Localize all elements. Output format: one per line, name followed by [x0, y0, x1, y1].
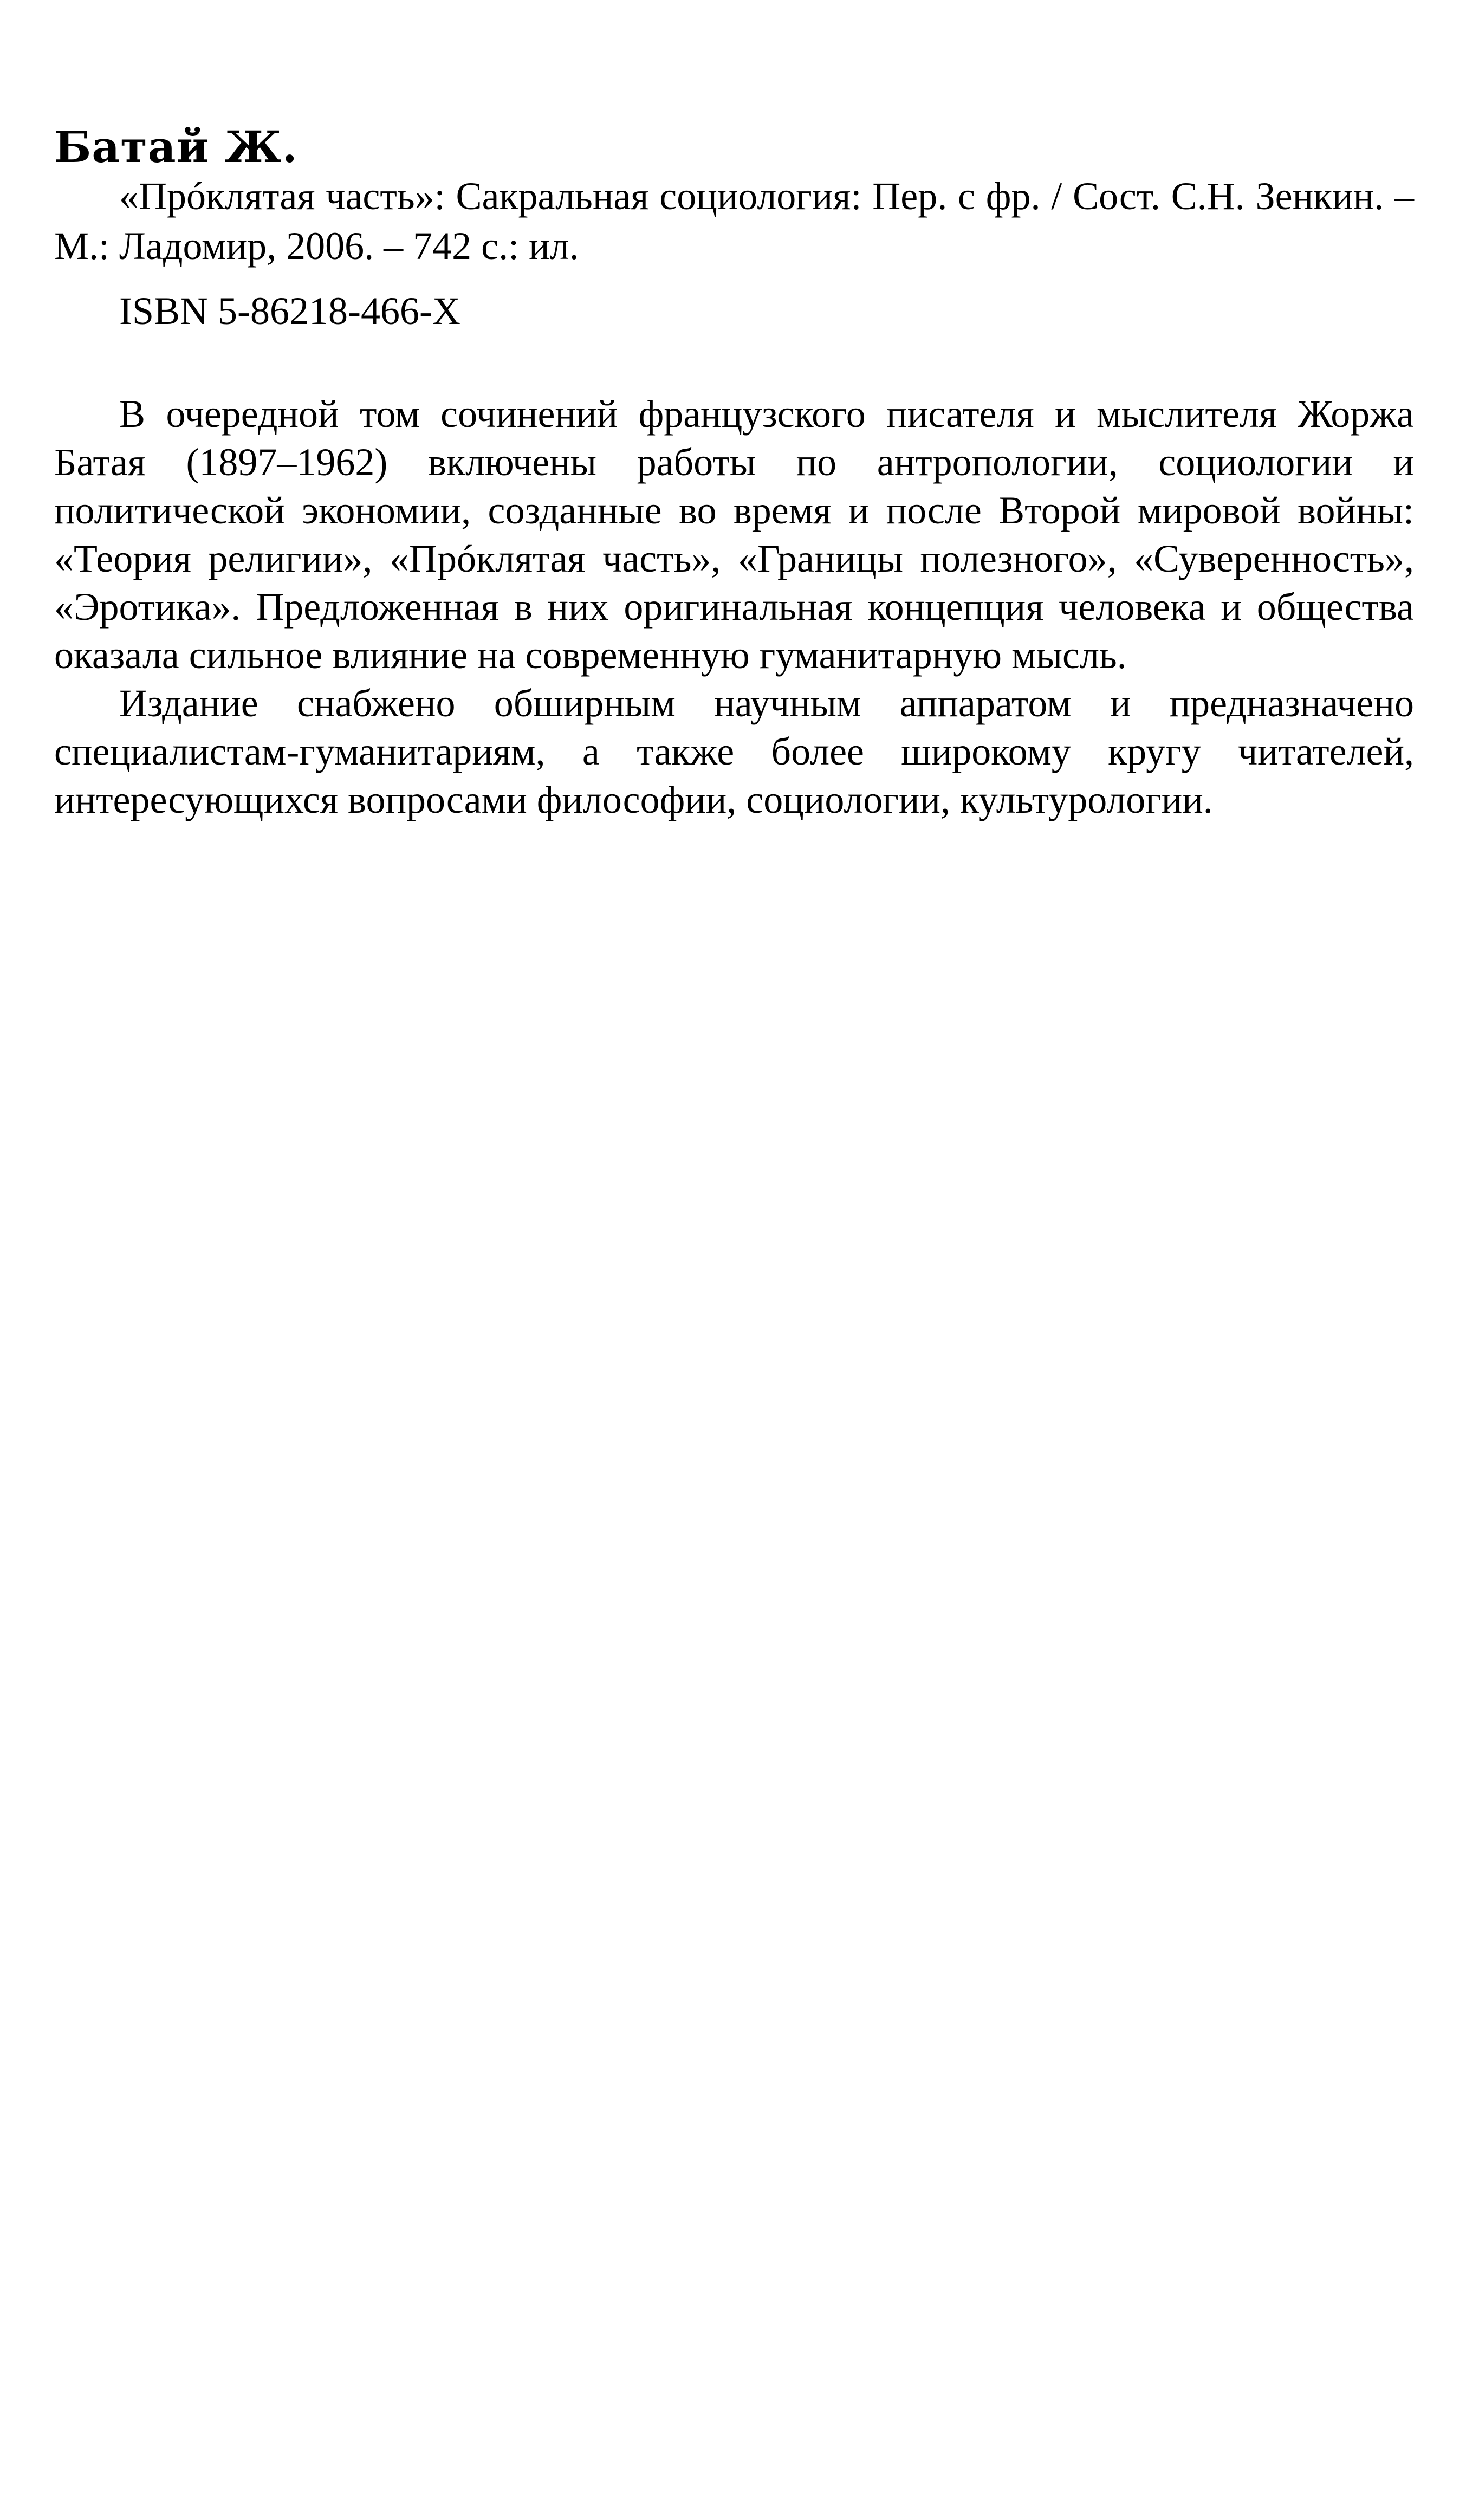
abstract	[54, 390, 1414, 824]
abstract-paragraph-audience: Издание снабжено обширным научным аппаратом и предназначено специалистам-гуманитариям, а также более широкому кругу читателей, интересующихся вопросами философии, социологии, культурологии.	[54, 682, 1414, 821]
bibliographic-citation: «Прóклятая часть»: Сакральная социология: Пер. с фр. / Сост. С.Н. Зенкин. – М.: Ладомир, 2006. – 742 с.: ил.	[54, 174, 1414, 268]
author-heading: Батай Ж.	[54, 121, 298, 172]
isbn-line: ISBN 5-86218-466-X	[119, 289, 460, 333]
abstract-paragraph-contents: В очередной том сочинений французского писателя и мыслителя Жоржа Батая (1897–1962) включены работы по антропологии, социологии и политической экономии, созданные во время и после Второй мировой войны: «Теория религии», «Прóклятая часть», «Границы полезного», «Суверенность», «Эротика». Предложенная в них оригинальная концепция человека и общества оказала сильное влияние на современную гуманитарную мысль.	[54, 392, 1414, 677]
